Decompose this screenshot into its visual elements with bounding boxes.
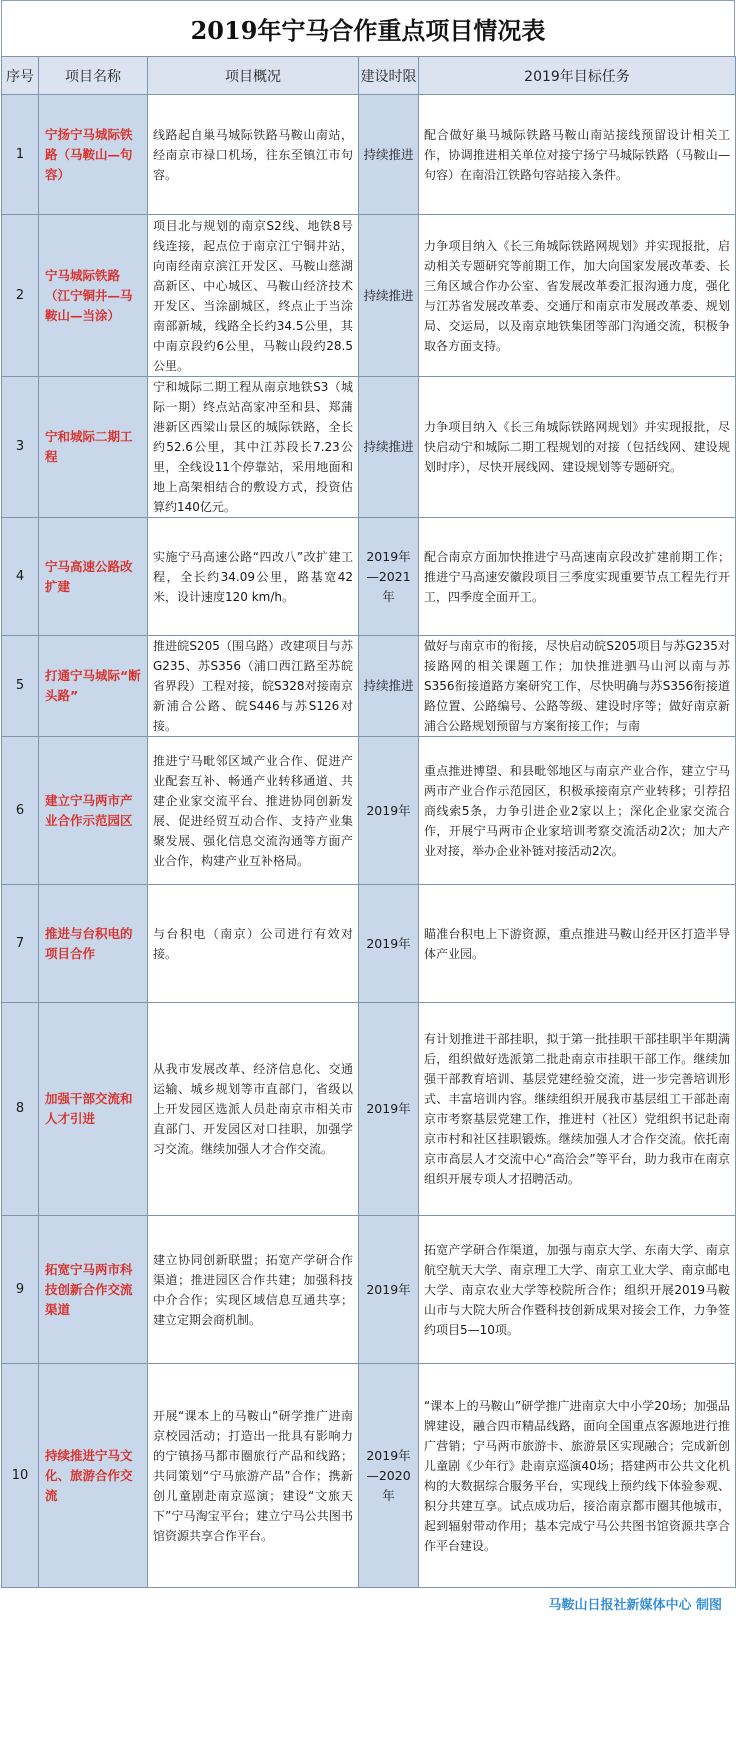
project-name: 拓宽宁马两市科技创新合作交流渠道	[39, 1216, 148, 1364]
row-number: 5	[2, 636, 39, 737]
table-row	[2, 377, 736, 518]
project-name: 宁马高速公路改扩建	[39, 518, 148, 636]
target-task: “课本上的马鞍山”研学推广进南京大中小学20场；加强品牌建设，融合四市精品线路，面向全国重点客源地进行推广营销；宁马两市旅游卡、旅游景区实现融合；完成新创儿童剧《少年行》赴南京巡演40场；搭建两市公共文化机构的大数据综合服务平台，实现线上预约线下体验参观、积分共建互享。试点成功后，接洽南京都市圈其他城市，起到辐射带动作用；基本完成宁马公共图书馆资源共享合作平台建设。	[419, 1364, 736, 1588]
project-overview: 项目北与规划的南京S2线、地铁8号线连接，起点位于南京江宁铜井站，向南经南京滨江开发区、马鞍山慈湖高新区、中心城区、马鞍山经济技术开发区、当涂副城区，终点止于当涂南部新城，线路全长约34.5公里，其中南京段约6公里，马鞍山段约28.5公里。	[148, 215, 359, 377]
table-row	[2, 1216, 736, 1364]
project-overview: 推进皖S205（围乌路）改建项目与苏G235、苏S356（浦口西江路至苏皖省界段）工程对接，皖S328对接南京新浦合公路、皖S446与苏S126对接。	[148, 636, 359, 737]
table-row	[2, 1364, 736, 1588]
project-name: 宁马城际铁路（江宁铜井—马鞍山—当涂）	[39, 215, 148, 377]
project-overview: 建立协同创新联盟；拓宽产学研合作渠道；推进园区合作共建；加强科技中介合作；实现区域信息互通共享；建立定期会商机制。	[148, 1216, 359, 1364]
target-task: 拓宽产学研合作渠道，加强与南京大学、东南大学、南京航空航天大学、南京理工大学、南京工业大学、南京邮电大学、南京农业大学等校院所合作；组织开展2019马鞍山市与大院大所合作暨科技创新成果对接会工作，力争签约项目5—10项。	[419, 1216, 736, 1364]
target-task: 有计划推进干部挂职，拟于第一批挂职干部挂职半年期满后，组织做好选派第二批赴南京市挂职干部工作。继续加强干部教育培训、基层党建经验交流，进一步完善培训形式、丰富培训内容。继续组织开展我市基层组工干部赴南京市考察基层党建工作，推进村（社区）党组织书记赴南京市村和社区挂职锻炼。继续加强人才合作交流。依托南京市高层人才交流中心“高洽会”等平台，助力我市在南京组织开展专项人才招聘活动。	[419, 1003, 736, 1216]
build-period: 持续推进	[359, 636, 419, 737]
project-overview: 从我市发展改革、经济信息化、交通运输、城乡规划等市直部门，省级以上开发园区选派人员赴南京市相关市直部门、开发园区对口挂职，加强学习交流。继续加强人才合作交流。	[148, 1003, 359, 1216]
table-row	[2, 885, 736, 1003]
project-name: 持续推进宁马文化、旅游合作交流	[39, 1364, 148, 1588]
project-name: 宁和城际二期工程	[39, 377, 148, 518]
row-number: 9	[2, 1216, 39, 1364]
table-title: 2019年宁马合作重点项目情况表	[1, 0, 735, 56]
target-task: 做好与南京市的衔接，尽快启动皖S205项目与苏G235对接路网的相关课题工作；加快推进驷马山河以南与苏S356衔接道路方案研究工作，尽快明确与苏S356衔接道路位置、公路编号、公路等级、建设时序等；做好南京新浦合公路规划预留与方案衔接工作；与南	[419, 636, 736, 737]
table-row	[2, 636, 736, 737]
project-overview: 实施宁马高速公路“四改八”改扩建工程，全长约34.09公里，路基宽42米，设计速度120 km/h。	[148, 518, 359, 636]
header-period: 建设时限	[359, 57, 419, 95]
build-period: 2019年	[359, 1003, 419, 1216]
project-name: 宁扬宁马城际铁路（马鞍山—句容）	[39, 95, 148, 215]
build-period: 2019年	[359, 737, 419, 885]
table-row	[2, 215, 736, 377]
credit-footer: 马鞍山日报社新媒体中心 制图	[548, 1597, 722, 1613]
build-period: 持续推进	[359, 377, 419, 518]
row-number: 3	[2, 377, 39, 518]
project-overview: 开展“课本上的马鞍山”研学推广进南京校园活动；打造出一批具有影响力的宁镇扬马都市圈旅行产品和线路；共同策划“宁马旅游产品”合作；携新创儿童剧赴南京巡演；建设“文旅天下”宁马淘宝平台；建立宁马公共图书馆资源共享合作平台。	[148, 1364, 359, 1588]
project-overview: 与台积电（南京）公司进行有效对接。	[148, 885, 359, 1003]
project-overview: 推进宁马毗邻区域产业合作、促进产业配套互补、畅通产业转移通道、共建企业家交流平台、推进协同创新发展、促进经贸互动合作、支持产业集聚发展、强化信息交流沟通等方面产业合作，构建产业互补格局。	[148, 737, 359, 885]
header-task: 2019年目标任务	[419, 57, 736, 95]
row-number: 7	[2, 885, 39, 1003]
project-name: 加强干部交流和人才引进	[39, 1003, 148, 1216]
row-number: 2	[2, 215, 39, 377]
build-period: 持续推进	[359, 95, 419, 215]
target-task: 配合做好巢马城际铁路马鞍山南站接线预留设计相关工作，协调推进相关单位对接宁扬宁马城际铁路（马鞍山—句容）在南沿江铁路句容站接入条件。	[419, 95, 736, 215]
target-task: 配合南京方面加快推进宁马高速南京段改扩建前期工作；推进宁马高速安徽段项目三季度实现重要节点工程先行开工，四季度全面开工。	[419, 518, 736, 636]
header-no: 序号	[2, 57, 39, 95]
target-task: 瞄准台积电上下游资源，重点推进马鞍山经开区打造半导体产业园。	[419, 885, 736, 1003]
project-overview: 线路起自巢马城际铁路马鞍山南站，经南京市禄口机场，往东至镇江市句容。	[148, 95, 359, 215]
row-number: 6	[2, 737, 39, 885]
project-name: 打通宁马城际“断头路”	[39, 636, 148, 737]
table-row	[2, 518, 736, 636]
header-name: 项目名称	[39, 57, 148, 95]
project-name: 建立宁马两市产业合作示范园区	[39, 737, 148, 885]
row-number: 4	[2, 518, 39, 636]
header-row	[2, 57, 736, 95]
project-overview: 宁和城际二期工程从南京地铁S3（城际一期）终点站高家冲至和县、郑蒲港新区西梁山景区的城际铁路，全长约52.6公里，其中江苏段长7.23公里，全线设11个停靠站，采用地面和地上高架相结合的敷设方式，投资估算约140亿元。	[148, 377, 359, 518]
target-task: 力争项目纳入《长三角城际铁路网规划》并实现报批，启动相关专题研究等前期工作，加大向国家发展改革委、长三角区域合作办公室、省发展改革委汇报沟通力度，强化与江苏省发展改革委、交通厅和南京市发展改革委、规划局、交运局，以及南京地铁集团等部门沟通交流，积极争取各方面支持。	[419, 215, 736, 377]
row-number: 8	[2, 1003, 39, 1216]
table-row	[2, 95, 736, 215]
build-period: 持续推进	[359, 215, 419, 377]
table-row	[2, 737, 736, 885]
project-name: 推进与台积电的项目合作	[39, 885, 148, 1003]
table-row	[2, 1003, 736, 1216]
row-number: 10	[2, 1364, 39, 1588]
target-task: 重点推进博望、和县毗邻地区与南京产业合作，建立宁马两市产业合作示范园区，积极承接南京产业转移；引荐招商线索5条，力争引进企业2家以上；深化企业家交流合作，开展宁马两市企业家培训考察交流活动2次；加大产业对接，举办企业补链对接活动2次。	[419, 737, 736, 885]
project-table	[1, 56, 736, 1588]
build-period: 2019年	[359, 1216, 419, 1364]
target-task: 力争项目纳入《长三角城际铁路网规划》并实现报批，尽快启动宁和城际二期工程规划的对接（包括线网、建设规划时序），尽快开展线网、建设规划等专题研究。	[419, 377, 736, 518]
header-overview: 项目概况	[148, 57, 359, 95]
build-period: 2019年	[359, 885, 419, 1003]
row-number: 1	[2, 95, 39, 215]
build-period: 2019年—2020年	[359, 1364, 419, 1588]
build-period: 2019年—2021年	[359, 518, 419, 636]
